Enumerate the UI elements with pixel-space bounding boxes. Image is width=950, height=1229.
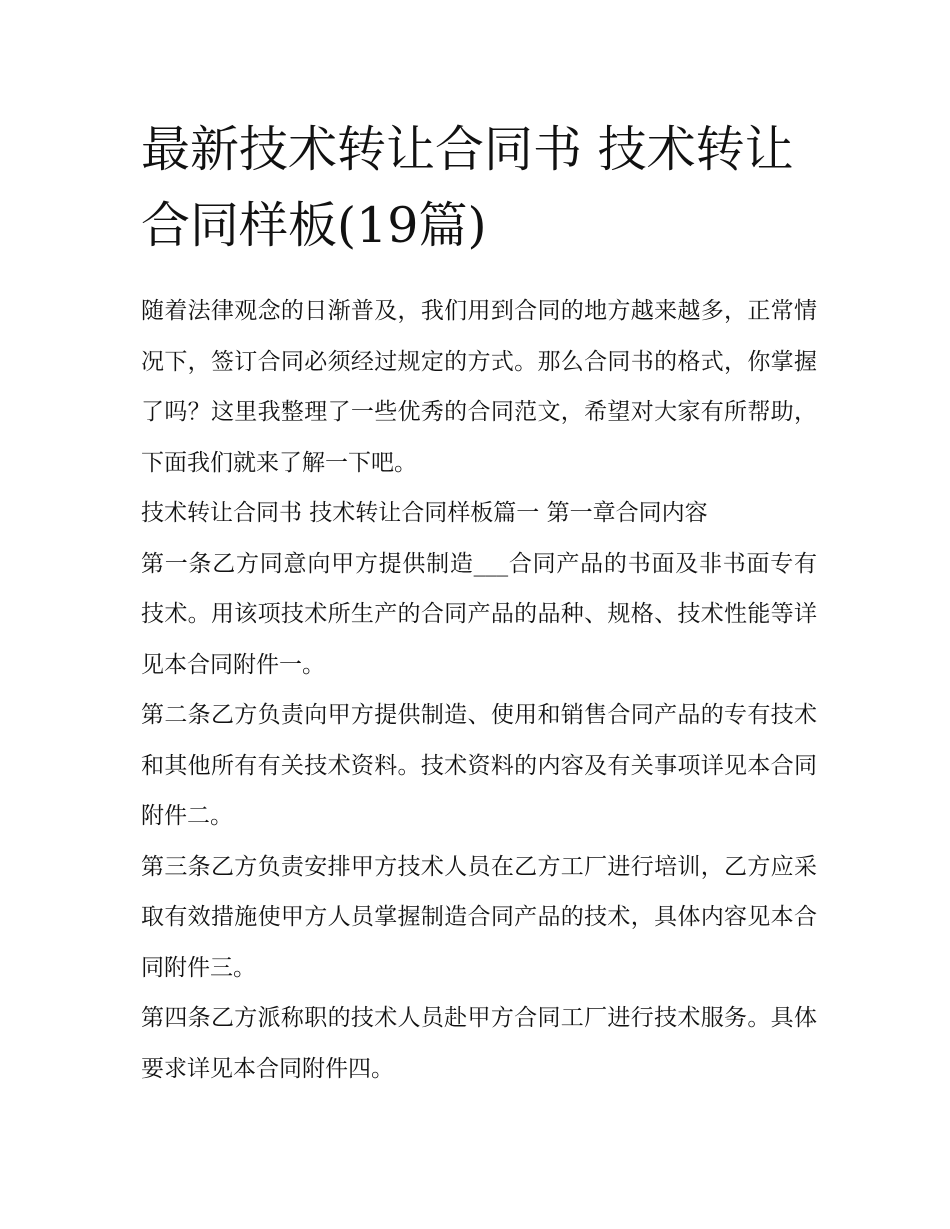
article-1-paragraph: 第一条乙方同意向甲方提供制造___合同产品的书面及非书面专有技术。用该项技术所生产的合同产品的品种、规格、技术性能等详见本合同附件一。: [141, 550, 817, 678]
document-title: 最新技术转让合同书 技术转让合同样板(19篇): [141, 121, 794, 254]
section-heading: 技术转让合同书 技术转让合同样板篇一 第一章合同内容: [141, 500, 708, 526]
article-3-paragraph: 第三条乙方负责安排甲方技术人员在乙方工厂进行培训，乙方应采取有效措施使甲方人员掌握制造合同产品的技术，具体内容见本合同附件三。: [141, 853, 817, 981]
intro-paragraph: 随着法律观念的日渐普及，我们用到合同的地方越来越多，正常情况下，签订合同必须经过规定的方式。那么合同书的格式，你掌握了吗？这里我整理了一些优秀的合同范文，希望对大家有所帮助，下面我们就来了解一下吧。: [141, 298, 817, 476]
article-2-paragraph: 第二条乙方负责向甲方提供制造、使用和销售合同产品的专有技术和其他所有有关技术资料。技术资料的内容及有关事项详见本合同附件二。: [141, 702, 817, 829]
article-4-paragraph: 第四条乙方派称职的技术人员赴甲方合同工厂进行技术服务。具体要求详见本合同附件四。: [141, 1005, 817, 1082]
document-body: [141, 112, 817, 1094]
